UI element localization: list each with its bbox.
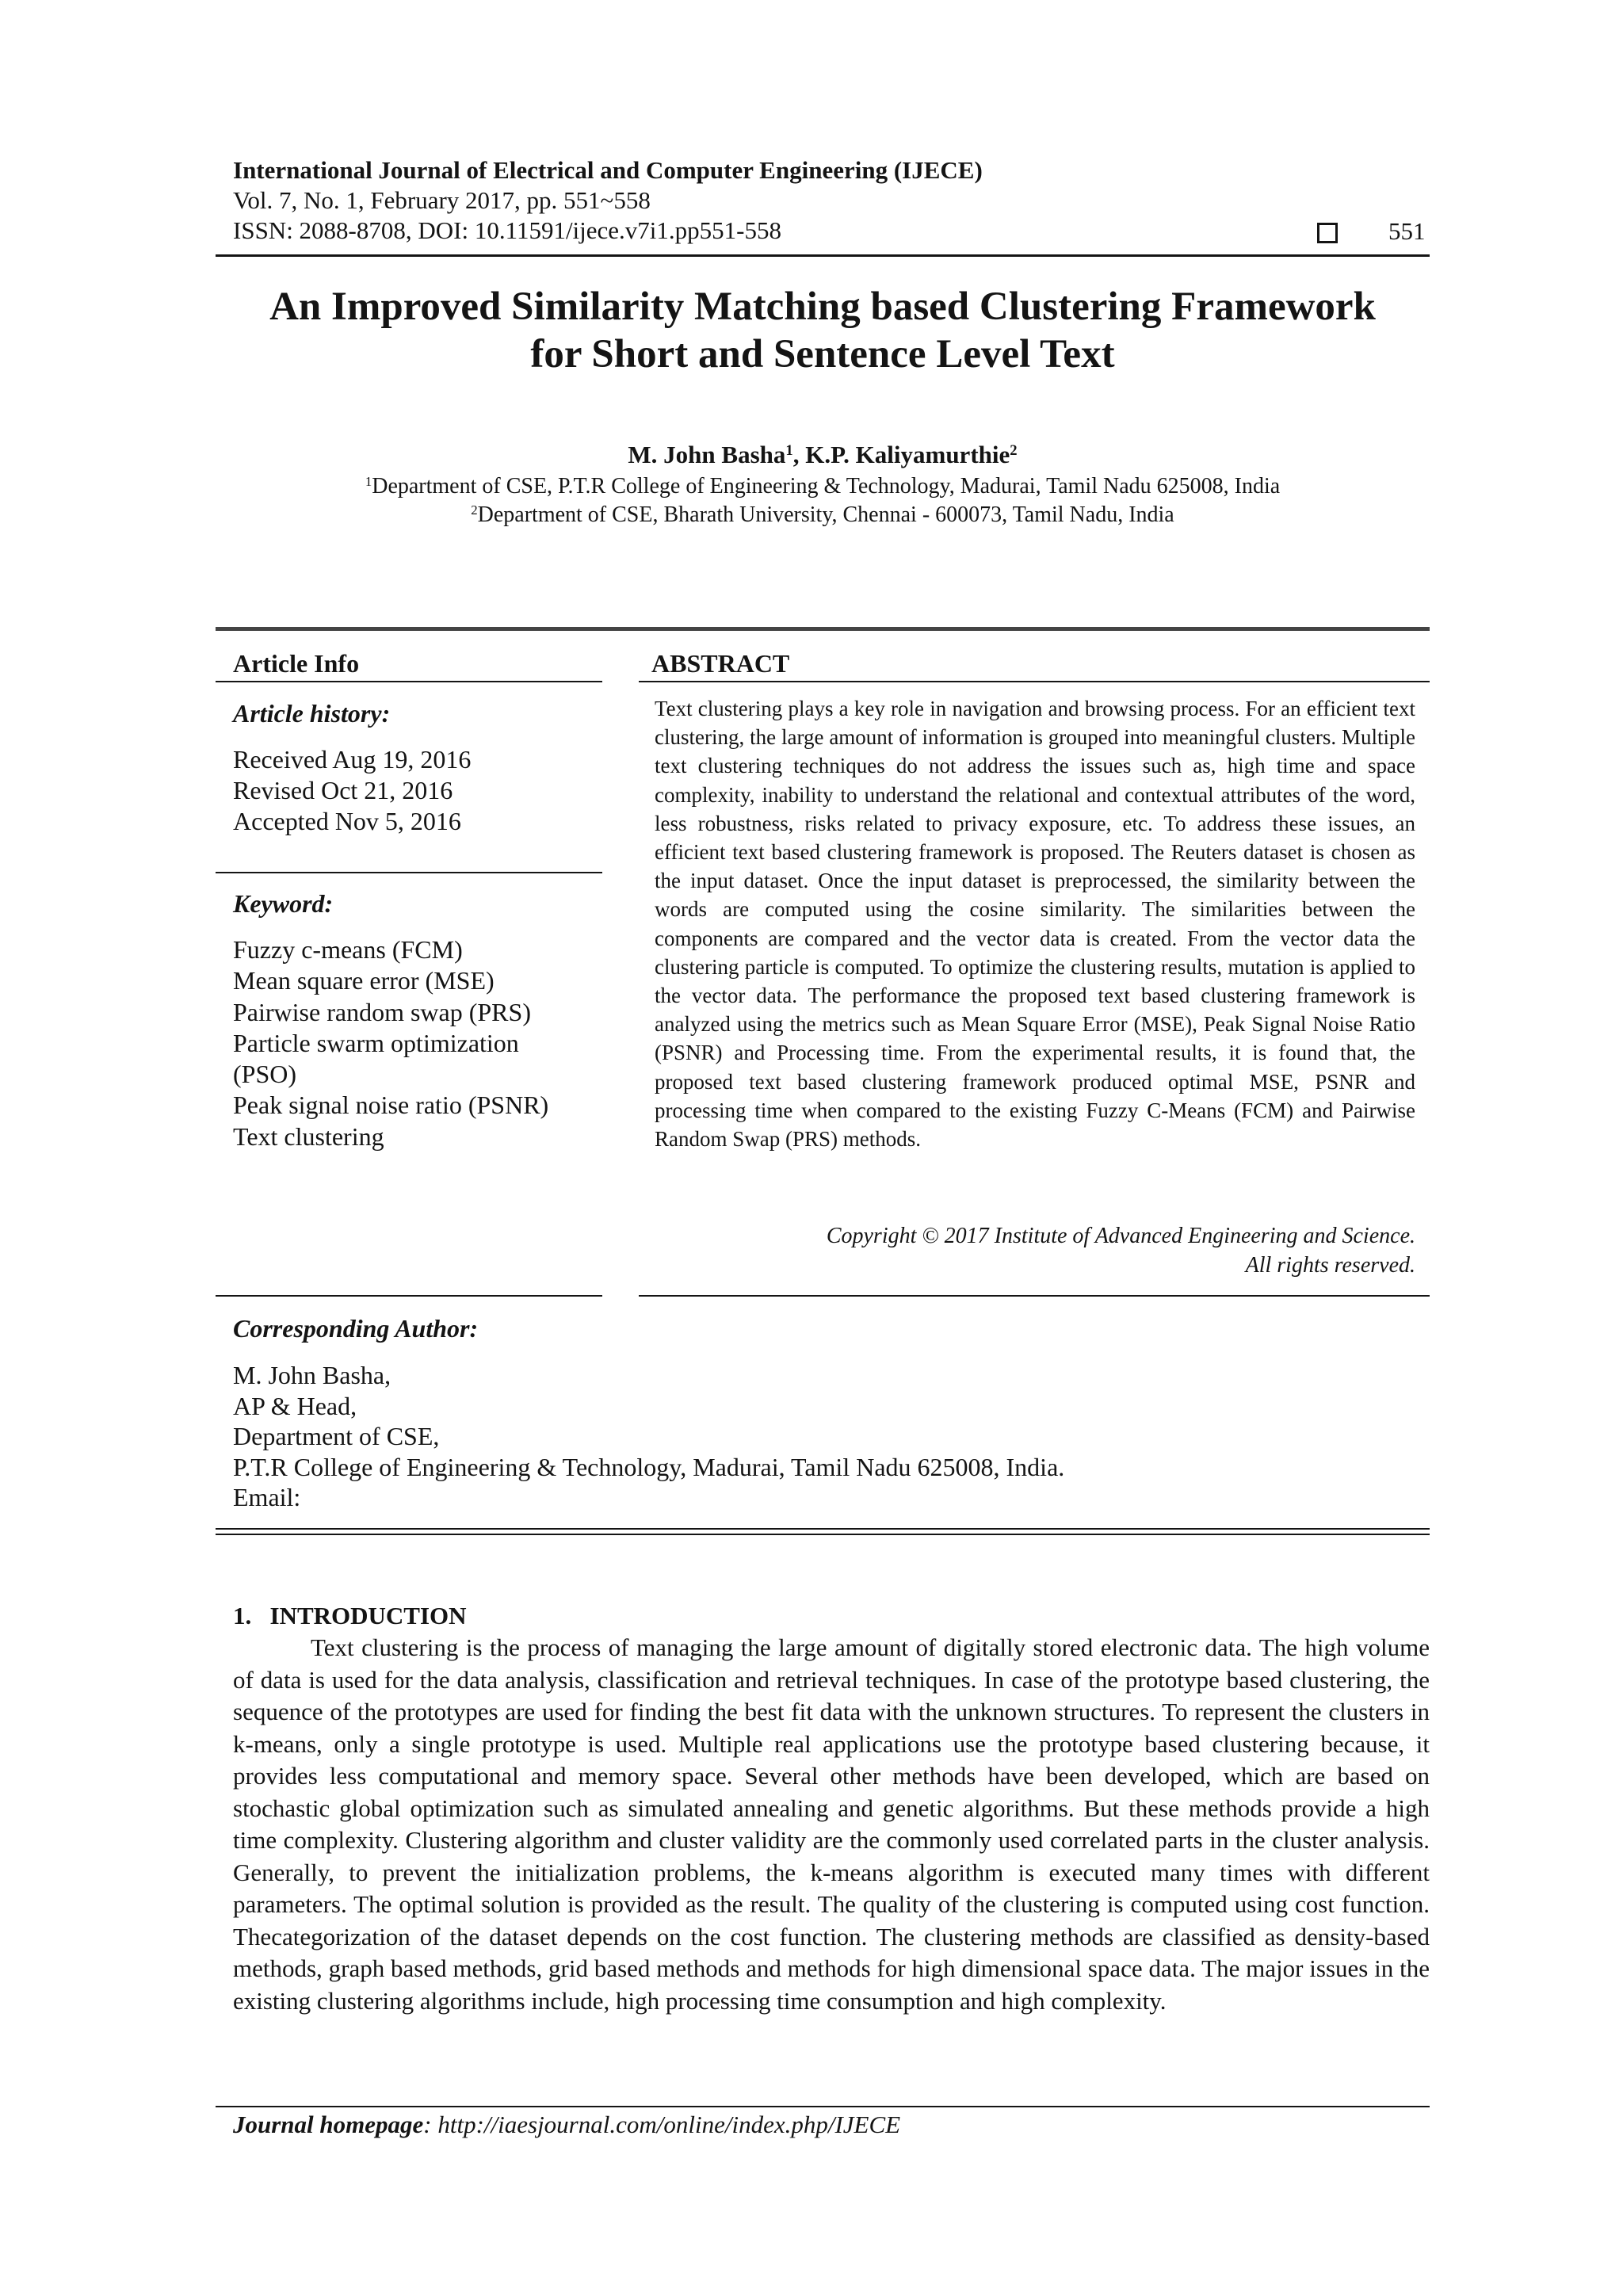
journal-homepage-colon: : xyxy=(423,2111,438,2138)
journal-issn-doi: ISSN: 2088-8708, DOI: 10.11591/ijece.v7i1.pp551-558 xyxy=(233,216,781,244)
keyword-item: Text clustering xyxy=(233,1121,384,1151)
abstract-heading: ABSTRACT xyxy=(651,649,790,678)
article-history-heading: Article history: xyxy=(233,699,391,728)
keyword-item: Mean square error (MSE) xyxy=(233,966,495,995)
checkbox-square-icon xyxy=(1317,223,1338,243)
affiliation-2-mark: 2 xyxy=(471,502,478,518)
footer-rule xyxy=(216,2106,1430,2107)
author-2-name: K.P. Kaliyamurthie xyxy=(805,441,1010,468)
affiliation-2-text: Department of CSE, Bharath University, Chennai - 600073, Tamil Nadu, India xyxy=(477,502,1174,527)
keyword-list xyxy=(233,934,548,1152)
info-box-top-rule xyxy=(216,627,1430,631)
keyword-rule xyxy=(216,872,602,873)
journal-homepage-label: Journal homepage xyxy=(233,2111,424,2138)
history-received: Received Aug 19, 2016 xyxy=(233,745,472,774)
journal-homepage-url[interactable]: http://iaesjournal.com/online/index.php/IJECE xyxy=(437,2111,901,2138)
header-rule xyxy=(216,254,1430,257)
abstract-bottom-rule xyxy=(639,1295,1430,1297)
corresponding-author-department: Department of CSE, xyxy=(233,1422,440,1450)
article-info-bottom-rule xyxy=(216,1295,602,1297)
author-list xyxy=(216,441,1430,469)
page-number: 551 xyxy=(1388,217,1426,245)
corresponding-author-position: AP & Head, xyxy=(233,1391,357,1420)
author-1-name: M. John Basha xyxy=(628,441,786,468)
keyword-heading: Keyword: xyxy=(233,889,334,918)
abstract-rule xyxy=(639,681,1430,682)
paper-title-line-2: for Short and Sentence Level Text xyxy=(530,332,1115,376)
author-2-affiliation-mark: 2 xyxy=(1010,441,1018,459)
keyword-item: Fuzzy c-means (FCM) xyxy=(233,935,463,964)
history-revised: Revised Oct 21, 2016 xyxy=(233,776,453,804)
copyright-line-1: Copyright © 2017 Institute of Advanced Engineering and Science. xyxy=(826,1224,1415,1248)
corresponding-author-email: Email: xyxy=(233,1483,301,1511)
affiliation-1-text: Department of CSE, P.T.R College of Engineering & Technology, Madurai, Tamil Nadu 625008, India xyxy=(372,474,1281,499)
keyword-item: Peak signal noise ratio (PSNR) xyxy=(233,1091,549,1120)
affiliation-1 xyxy=(216,474,1430,499)
keyword-item: Particle swarm optimization xyxy=(233,1028,519,1057)
copyright-line-2: All rights reserved. xyxy=(1245,1253,1415,1278)
affiliation-2 xyxy=(216,502,1430,528)
author-1-affiliation-mark: 1 xyxy=(785,441,793,459)
info-box-bottom-rule-2 xyxy=(216,1534,1430,1535)
history-accepted: Accepted Nov 5, 2016 xyxy=(233,807,461,835)
corresponding-author-institution: P.T.R College of Engineering & Technology, Madurai, Tamil Nadu 625008, India. xyxy=(233,1452,1065,1481)
article-info-rule xyxy=(216,681,602,682)
affiliation-1-mark: 1 xyxy=(365,473,372,489)
journal-homepage xyxy=(233,2111,900,2139)
paper-title-line-1: An Improved Similarity Matching based Clustering Framework xyxy=(269,285,1376,329)
journal-volume: Vol. 7, No. 1, February 2017, pp. 551~558 xyxy=(233,186,651,214)
paper-title xyxy=(216,283,1430,378)
copyright-notice xyxy=(655,1221,1415,1280)
keyword-item: Pairwise random swap (PRS) xyxy=(233,997,531,1026)
author-separator: , xyxy=(792,441,806,468)
journal-name: International Journal of Electrical and Computer Engineering (IJECE) xyxy=(233,156,983,184)
introduction-heading: 1. INTRODUCTION xyxy=(233,1602,467,1629)
info-box-bottom-rule-1 xyxy=(216,1528,1430,1530)
corresponding-author-details xyxy=(233,1360,1064,1513)
article-info-heading: Article Info xyxy=(233,649,360,678)
abstract-text: Text clustering plays a key role in navigation and browsing process. For an efficient text clustering, the large amount of information is grouped into meaningful clusters. Multiple text clustering techniques do not address the issues such as, high time and space complexity, inability to understand the relational and contextual attributes of the word, less robustness, risks related to privacy exposure, etc. To address these issues, an efficient text based clustering framework is proposed. The Reuters dataset is chosen as the input dataset. Once the input dataset is preprocessed, the similarity between the words are computed using the cosine similarity. The similarities between the components are compared and the vector data is created. From the vector data the clustering particle is computed. To optimize the clustering results, mutation is applied to the vector data. The performance the proposed text based clustering framework is analyzed using the metrics such as Mean Square Error (MSE), Peak Signal Noise Ratio (PSNR) and Processing time. From the experimental results, it is found that, the proposed text based clustering framework produced optimal MSE, PSNR and processing time when compared to the existing Fuzzy C-Means (FCM) and Pairwise Random Swap (PRS) methods. xyxy=(655,697,1415,1152)
keyword-item: (PSO) xyxy=(233,1060,297,1089)
introduction-paragraph: Text clustering is the process of managing the large amount of digitally stored electronic data. The high volume of data is used for the data analysis, classification and retrieval techniques. In case of the prototype based clustering, the sequence of the prototypes are used for finding the best fit data with the unknown structures. To represent the clusters in k-means, only a single prototype is used. Multiple real applications use the prototype based clustering because, it provides less computational and memory space. Several other methods have been developed, which are based on stochastic global optimization such as simulated annealing and genetic algorithms. But these methods provide a high time complexity. Clustering algorithm and cluster validity are the commonly used correlated parts in the cluster analysis. Generally, to prevent the initialization problems, the k-means algorithm is executed many times with different parameters. The optimal solution is provided as the result. The quality of the clustering is computed using cost function. Thecategorization of the dataset depends on the cost function. The clustering methods are classified as density-based methods, graph based methods, grid based methods and methods for high dimensional space data. The major issues in the existing clustering algorithms include, high processing time consumption and high complexity. xyxy=(233,1633,1430,2015)
corresponding-author-name: M. John Basha, xyxy=(233,1361,391,1389)
corresponding-author-heading: Corresponding Author: xyxy=(233,1314,479,1343)
article-history xyxy=(233,744,471,837)
